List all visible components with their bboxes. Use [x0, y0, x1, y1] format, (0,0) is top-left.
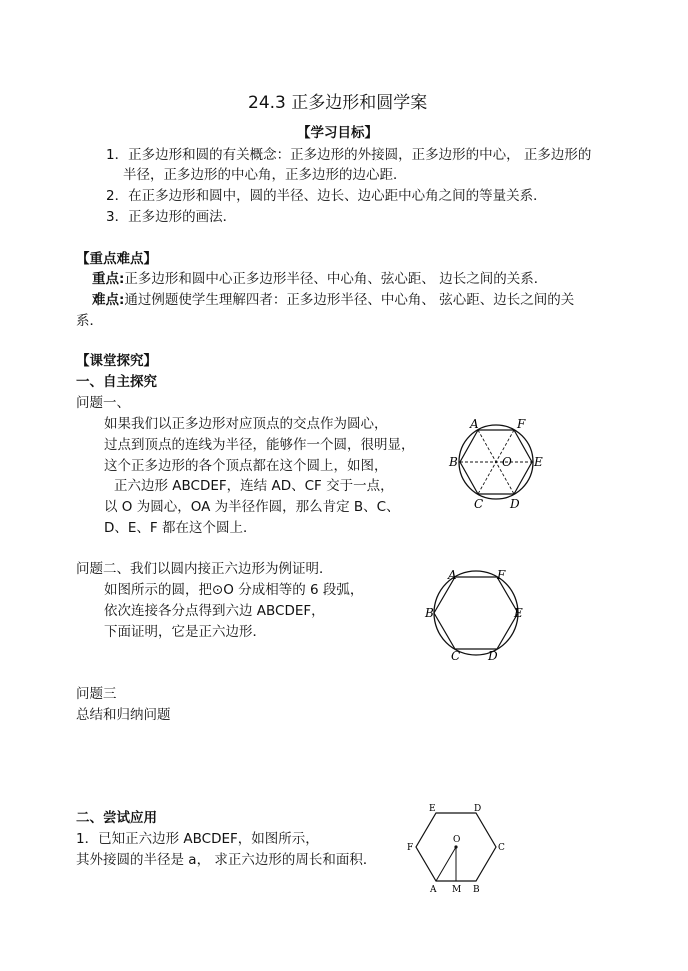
fig2-label: E [514, 606, 523, 620]
question-3-title: 问题三 [76, 686, 117, 702]
exercise-1-line-1: 1．已知正六边形 ABCDEF，如图所示， [76, 831, 319, 847]
objectives-heading: 【学习目标】 [297, 125, 378, 141]
question-2-title: 问题二、我们以圆内接正六边形为例证明． [76, 561, 333, 577]
fig3-label: E [429, 804, 436, 814]
fig3-label: B [473, 885, 480, 895]
fig2-label: D [488, 649, 498, 663]
question-2-line: 如图所示的圆，把⊙O 分成相等的 6 段弧， [104, 582, 364, 598]
question-2-line: 依次连接各分点得到六边 ABCDEF， [104, 603, 325, 619]
difficult-point [92, 288, 574, 308]
key-point-label: 重点: [92, 271, 125, 287]
key-point-text: 正多边形和圆中心正多边形半径、中心角、弦心距、 边长之间的关系． [124, 271, 548, 287]
fig3-label: D [474, 804, 482, 814]
keypoints-heading: 【重点难点】 [76, 251, 157, 267]
exercise-1-line-2: 其外接圆的半径是 a， 求正六边形的周长和面积． [76, 852, 377, 868]
fig2-label: A [448, 568, 457, 582]
fig1-label: B [449, 455, 458, 469]
question-1-line: D、E、F 都在这个圆上． [104, 520, 257, 536]
fig1-label: E [534, 455, 543, 469]
figure-hexagon-apothem [404, 800, 514, 896]
fig2-label: C [451, 649, 461, 663]
key-point [92, 267, 547, 287]
question-1-title: 问题一、 [76, 395, 130, 411]
figure-inscribed-hexagon [424, 567, 534, 667]
fig3-label: M [452, 885, 462, 895]
fig2-label: B [425, 606, 434, 620]
question-3-text: 总结和归纳问题 [76, 707, 171, 723]
question-1-line: 过点到顶点的连线为半径，能够作一个圆，很明显， [104, 437, 415, 453]
section-1-heading: 一、自主探究 [76, 374, 157, 390]
objective-1-line-2: 半径，正多边形的中心角，正多边形的边心距． [123, 167, 407, 183]
objective-1-line-1: 1．正多边形和圆的有关概念：正多边形的外接圆，正多边形的中心， 正多边形的 [106, 147, 592, 163]
difficult-point-text: 通过例题使学生理解四者：正多边形半径、中心角、 弦心距、边长之间的关 [124, 292, 575, 308]
fig2-label: F [497, 568, 506, 582]
page-title: 24.3 正多边形和圆学案 [248, 93, 428, 113]
fig3-label: A [430, 885, 437, 895]
question-1-line: 以 O 为圆心，OA 为半径作圆，那么肯定 B、C、 [104, 499, 400, 515]
figure-hexagon-diagonals [446, 416, 546, 516]
question-2-line: 下面证明，它是正六边形． [104, 624, 266, 640]
fig1-label: A [470, 417, 479, 431]
explore-heading: 【课堂探究】 [76, 353, 157, 369]
section-2-heading: 二、尝试应用 [76, 810, 157, 826]
question-1-line: 这个正多边形的各个顶点都在这个圆上，如图， [104, 458, 388, 474]
objective-3: 3．正多边形的画法． [106, 209, 237, 225]
question-1-line: 正六边形 ABCDEF，连结 AD、CF 交于一点， [114, 478, 394, 494]
objective-2: 2．在正多边形和圆中，圆的半径、边长、边心距中心角之间的等量关系． [106, 188, 547, 204]
fig3-label: F [407, 843, 414, 853]
fig3-label: O [453, 835, 461, 845]
fig1-label: D [510, 497, 520, 511]
fig1-label: F [517, 417, 526, 431]
fig3-label: C [498, 843, 505, 853]
fig1-label: O [502, 455, 512, 469]
question-1-line: 如果我们以正多边形对应顶点的交点作为圆心， [104, 416, 388, 432]
difficult-point-label: 难点: [92, 292, 125, 308]
fig1-label: C [474, 497, 484, 511]
difficult-point-line-2: 系． [76, 313, 103, 329]
